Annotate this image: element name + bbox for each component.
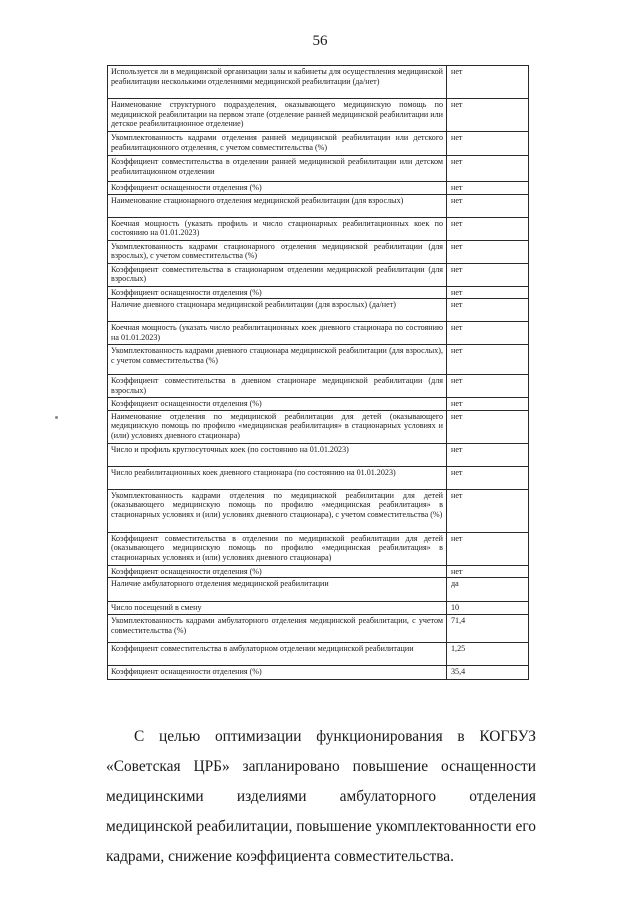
indicator-value: нет — [447, 194, 529, 217]
table-row — [108, 565, 529, 578]
table-row — [108, 263, 529, 286]
table-row — [108, 194, 529, 217]
indicator-label: Коэффициент оснащенности отделения (%) — [108, 286, 447, 299]
table-row — [108, 410, 529, 443]
table-row — [108, 99, 529, 132]
indicator-label: Число посещений в смену — [108, 602, 447, 615]
table-row — [108, 443, 529, 466]
indicator-label: Наименование стационарного отделения медицинской реабилитации (для взрослых) — [108, 194, 447, 217]
indicator-value: нет — [447, 99, 529, 132]
indicator-label: Наличие амбулаторного отделения медицинской реабилитации — [108, 578, 447, 602]
table-body — [108, 66, 529, 680]
indicator-value: нет — [447, 375, 529, 398]
table-row — [108, 578, 529, 602]
indicator-label: Коечная мощность (указать число реабилитационных коек дневного стационара по состоянию на 01.01.2023) — [108, 322, 447, 345]
table-row — [108, 240, 529, 263]
indicator-value: нет — [447, 398, 529, 411]
indicator-label: Коэффициент совместительства в амбулаторном отделении медицинской реабилитации — [108, 642, 447, 665]
indicator-label: Наименование отделения по медицинской реабилитации для детей (оказывающего медицинскую помощь по профилю «медицинская реабилитация» в стационарных условиях и (или) условиях дневного стационара) — [108, 410, 447, 443]
indicator-label: Используется ли в медицинской организации залы и кабинеты для осуществления медицинской реабилитации несколькими отделениями медицинской реабилитации (да/нет) — [108, 66, 447, 99]
indicator-value: нет — [447, 466, 529, 489]
indicator-value: нет — [447, 240, 529, 263]
indicator-value: нет — [447, 410, 529, 443]
indicator-label: Коэффициент совместительства в стационарном отделении медицинской реабилитации (для взрослых) — [108, 263, 447, 286]
indicator-label: Укомплектованность кадрами отделения ранней медицинской реабилитации или детского реабилитационного отделения, с учетом совместительства (%) — [108, 132, 447, 156]
indicator-label: Число реабилитационных коек дневного стационара (по состоянию на 01.01.2023) — [108, 466, 447, 489]
table-row — [108, 602, 529, 615]
page-number: 56 — [312, 33, 328, 49]
body-paragraph — [106, 722, 536, 872]
indicator-value: нет — [447, 443, 529, 466]
indicator-value: 35,4 — [447, 665, 529, 679]
indicator-label: Укомплектованность кадрами амбулаторного отделения медицинской реабилитации, с учетом совместительства (%) — [108, 614, 447, 642]
indicator-value: нет — [447, 217, 529, 240]
rehabilitation-data-table — [107, 65, 529, 680]
indicator-value: нет — [447, 565, 529, 578]
indicator-value: нет — [447, 532, 529, 565]
indicator-label: Коэффициент оснащенности отделения (%) — [108, 565, 447, 578]
indicator-label: Укомплектованность кадрами стационарного отделения медицинской реабилитации (для взрослых), с учетом совместительства (%) — [108, 240, 447, 263]
table-row — [108, 665, 529, 679]
table-row — [108, 466, 529, 489]
table-row — [108, 322, 529, 345]
indicator-value: 10 — [447, 602, 529, 615]
indicator-value: да — [447, 578, 529, 602]
table-row — [108, 398, 529, 411]
indicator-value: нет — [447, 156, 529, 182]
table-row — [108, 489, 529, 532]
indicator-value: нет — [447, 299, 529, 322]
indicator-value: 1,25 — [447, 642, 529, 665]
table-row — [108, 66, 529, 99]
table-row — [108, 375, 529, 398]
indicator-label: Коэффициент совместительства в отделении ранней медицинской реабилитации или детском реабилитационном отделении — [108, 156, 447, 182]
table-row — [108, 299, 529, 322]
indicator-label: Коэффициент совместительства в дневном стационаре медицинской реабилитации (для взрослых) — [108, 375, 447, 398]
indicator-label: Укомплектованность кадрами отделения по медицинской реабилитации для детей (оказывающего медицинскую помощь по профилю «медицинская реабилитация» в стационарных условиях и (или) условиях дневного стационара), с учетом совместительства (%) — [108, 489, 447, 532]
indicator-value: нет — [447, 286, 529, 299]
scan-dot-mark — [55, 416, 58, 419]
indicator-label: Укомплектованность кадрами дневного стационара медицинской реабилитации (для взрослых), с учетом совместительства (%) — [108, 345, 447, 375]
indicator-value: 71,4 — [447, 614, 529, 642]
indicator-label: Число и профиль круглосуточных коек (по состоянию на 01.01.2023) — [108, 443, 447, 466]
indicator-label: Коэффициент оснащенности отделения (%) — [108, 182, 447, 195]
table-row — [108, 217, 529, 240]
indicator-value: нет — [447, 66, 529, 99]
table-row — [108, 132, 529, 156]
indicator-value: нет — [447, 182, 529, 195]
table-row — [108, 642, 529, 665]
indicator-label: Коэффициент оснащенности отделения (%) — [108, 665, 447, 679]
table-row — [108, 182, 529, 195]
table-row — [108, 532, 529, 565]
indicator-label: Коэффициент совместительства в отделении по медицинской реабилитации для детей (оказывающего медицинскую помощь по профилю «медицинская реабилитация» в стационарных условиях и (или) условиях дневного стационара) — [108, 532, 447, 565]
indicator-label: Коэффициент оснащенности отделения (%) — [108, 398, 447, 411]
indicator-value: нет — [447, 489, 529, 532]
indicator-label: Наименование структурного подразделения, оказывающего медицинскую помощь по медицинской реабилитации на первом этапе (отделение ранней медицинской реабилитации или детское реабилитационное отделение) — [108, 99, 447, 132]
table-row — [108, 345, 529, 375]
indicator-label: Коечная мощность (указать профиль и число стационарных реабилитационных коек по состоянию на 01.01.2023) — [108, 217, 447, 240]
indicator-value: нет — [447, 345, 529, 375]
indicator-value: нет — [447, 132, 529, 156]
indicator-value: нет — [447, 322, 529, 345]
paragraph-text: С целью оптимизации функционирования в КОГБУЗ «Советская ЦРБ» запланировано повышение оснащенности медицинскими изделиями амбулаторного отделения медицинской реабилитации, повышение укомплектованности его кадрами, снижение коэффициента совместительства. — [106, 728, 536, 865]
indicator-value: нет — [447, 263, 529, 286]
table-row — [108, 286, 529, 299]
indicator-label: Наличие дневного стационара медицинской реабилитации (для взрослых) (да/нет) — [108, 299, 447, 322]
table-row — [108, 614, 529, 642]
table-row — [108, 156, 529, 182]
